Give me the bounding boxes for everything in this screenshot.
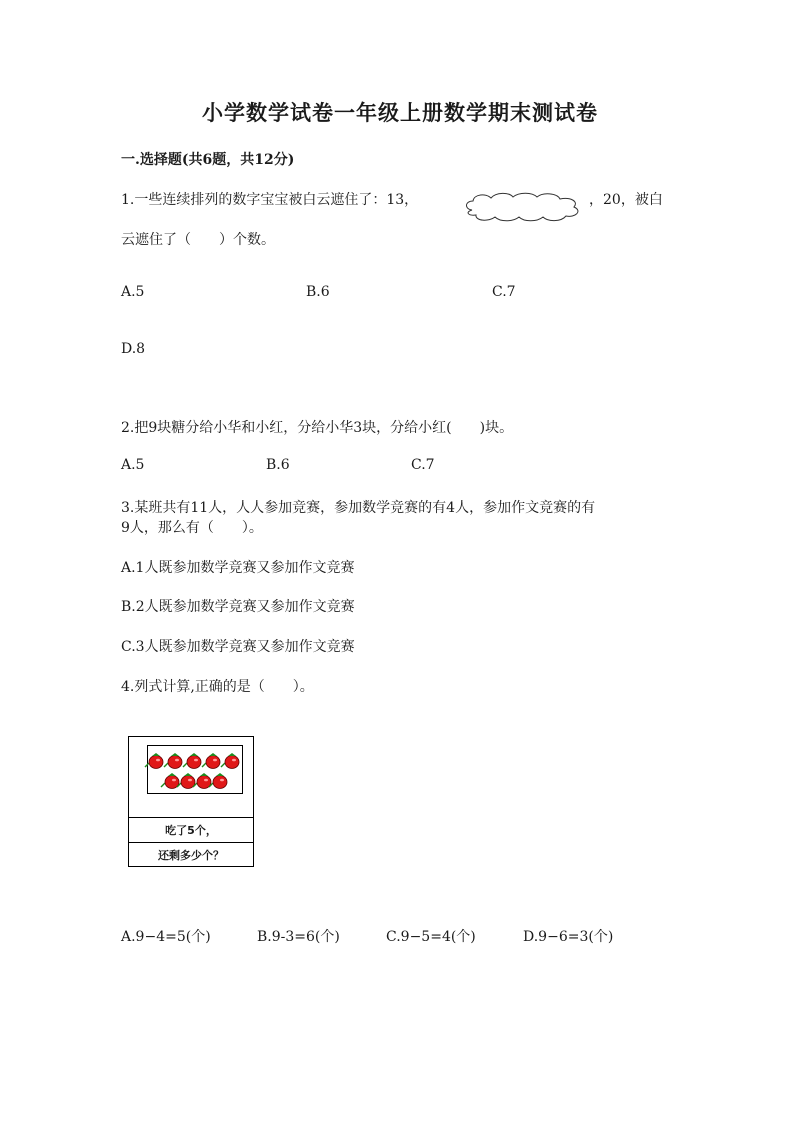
q3-line1: 3.某班共有11人，人人参加竞赛，参加数学竞赛的有4人，参加作文竞赛的有 xyxy=(121,500,596,516)
q2-option-b[interactable]: B.6 xyxy=(266,457,290,473)
q4-text: 4.列式计算,正确的是（ ）。 xyxy=(121,679,314,695)
q2-option-c[interactable]: C.7 xyxy=(411,457,435,473)
q4-figure xyxy=(128,736,254,867)
q4-figure-label-eaten: 吃了5个， xyxy=(165,824,217,837)
q1-option-b[interactable]: B.6 xyxy=(306,284,330,300)
section-heading: 一.选择题(共6题，共12分) xyxy=(121,152,295,168)
q1-line1-part2: ，20，被白 xyxy=(589,192,663,208)
page-title: 小学数学试卷一年级上册数学期末测试卷 xyxy=(202,100,598,125)
q1-option-c[interactable]: C.7 xyxy=(492,284,516,300)
q2-option-a[interactable]: A.5 xyxy=(121,457,145,473)
q1-line1-part1: 1.一些连续排列的数字宝宝被白云遮住了：13， xyxy=(121,192,419,208)
q4-option-b[interactable]: B.9-3=6(个) xyxy=(257,929,340,945)
q1-option-a[interactable]: A.5 xyxy=(121,284,145,300)
q1-option-d[interactable]: D.8 xyxy=(121,341,146,357)
q4-option-a[interactable]: A.9−4=5(个) xyxy=(121,929,211,945)
q4-option-c[interactable]: C.9−5=4(个) xyxy=(386,929,476,945)
cloud-icon xyxy=(462,190,584,224)
q4-option-d[interactable]: D.9−6=3(个) xyxy=(523,929,614,945)
q2-text: 2.把9块糖分给小华和小红，分给小华3块，分给小红( )块。 xyxy=(121,420,514,436)
q4-figure-label-remaining: 还剩多少个？ xyxy=(158,849,224,862)
q3-option-a[interactable]: A.1人既参加数学竞赛又参加作文竞赛 xyxy=(121,560,355,576)
q3-line2: 9人，那么有（ ）。 xyxy=(121,520,263,536)
q1-line2: 云遮住了（ ）个数。 xyxy=(121,232,275,248)
q3-option-c[interactable]: C.3人既参加数学竞赛又参加作文竞赛 xyxy=(121,639,355,655)
q3-option-b[interactable]: B.2人既参加数学竞赛又参加作文竞赛 xyxy=(121,599,355,615)
